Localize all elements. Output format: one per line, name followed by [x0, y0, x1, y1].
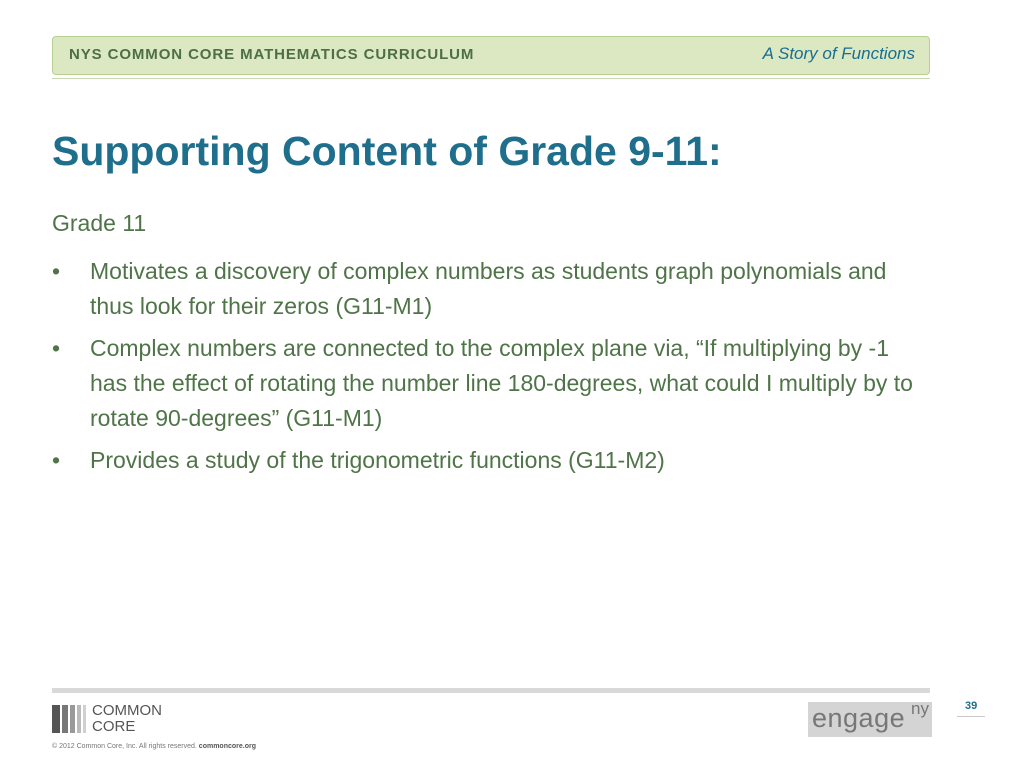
- bullet-text: Motivates a discovery of complex numbers as students graph polynomials and thus look for their zeros (G11-M1): [90, 258, 887, 319]
- ny-superscript: ny: [911, 699, 929, 718]
- footer-divider: [52, 688, 930, 693]
- bullet-icon: •: [52, 447, 61, 473]
- header-divider: [52, 78, 930, 79]
- logo-line-2: CORE: [92, 718, 136, 735]
- page-number: 39: [965, 700, 978, 712]
- bullet-icon: •: [52, 335, 61, 361]
- bullet-item: [52, 331, 932, 436]
- bullet-list: [52, 254, 932, 485]
- story-label: A Story of Functions: [762, 44, 915, 63]
- bullet-text: Provides a study of the trigonometric functions (G11-M2): [90, 447, 665, 473]
- grade-subheading: Grade 11: [52, 210, 147, 236]
- curriculum-label: NYS COMMON CORE MATHEMATICS CURRICULUM: [69, 46, 475, 63]
- copyright-notice: [52, 743, 256, 750]
- common-core-logo: [52, 703, 192, 735]
- copyright-text: © 2012 Common Core, Inc. All rights reserved.: [52, 743, 197, 750]
- header-bar: [52, 36, 930, 75]
- engageny-logo: [808, 699, 932, 737]
- bullet-text: Complex numbers are connected to the complex plane via, “If multiplying by -1 has the effect of rotating the number line 180-degrees, what could I multiply by to rotate 90-degrees” (G11-M1): [90, 335, 913, 431]
- bullet-item: [52, 254, 932, 324]
- logo-line-1: COMMON: [92, 702, 162, 719]
- slide-title: Supporting Content of Grade 9-11:: [52, 128, 722, 174]
- common-core-wordmark: [92, 703, 162, 735]
- copyright-link[interactable]: commoncore.org: [198, 743, 256, 750]
- bullet-item: [52, 443, 932, 478]
- engage-wordmark: engage: [812, 703, 906, 733]
- page-number-underline: [957, 716, 985, 717]
- bullet-icon: •: [52, 258, 61, 284]
